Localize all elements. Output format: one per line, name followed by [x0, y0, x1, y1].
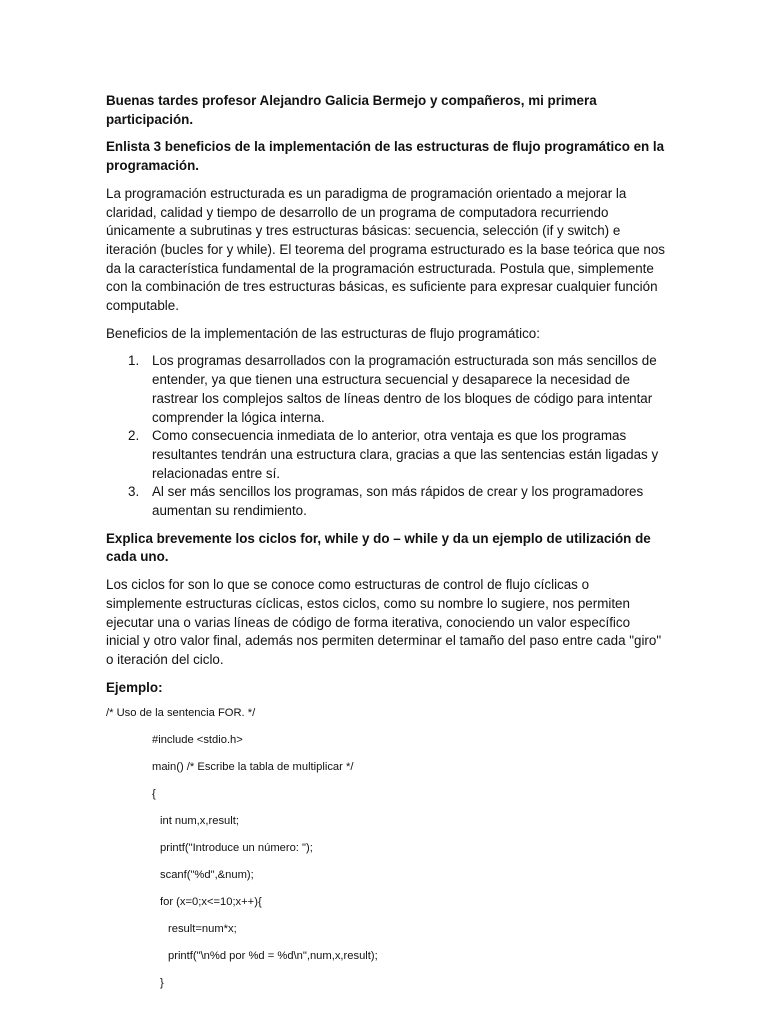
- document-body: [106, 92, 666, 990]
- list-item-text: Los programas desarrollados con la programación estructurada son más sencillos de entender, ya que tienen una estructura secuencial y desaparece la necesidad de rastrear los complejos saltos de líneas dentro de los bloques de código para intentar comprender la lógica interna.: [152, 353, 657, 425]
- question-1: Enlista 3 beneficios de la implementación de las estructuras de flujo programático en la programación.: [106, 139, 665, 174]
- list-item: [106, 483, 666, 520]
- code-line: scanf("%d",&num);: [160, 869, 254, 882]
- benefits-list: [106, 352, 666, 520]
- code-line: result=num*x;: [168, 923, 237, 936]
- list-item-number: 3.: [128, 484, 140, 500]
- code-line: for (x=0;x<=10;x++){: [160, 896, 262, 909]
- list-item: [106, 427, 666, 483]
- code-example: [106, 706, 666, 990]
- code-line: printf("Introduce un número: ");: [160, 842, 313, 855]
- list-item: [106, 352, 666, 427]
- code-line: printf("\n%d por %d = %d\n",num,x,result);: [168, 950, 378, 963]
- example-label: Ejemplo:: [106, 679, 163, 695]
- list-item-number: 1.: [128, 353, 140, 369]
- list-item-number: 2.: [128, 428, 140, 444]
- code-line: }: [160, 977, 164, 990]
- greeting: Buenas tardes profesor Alejandro Galicia Bermejo y compañeros, mi primera participación.: [106, 93, 597, 127]
- code-line: /* Uso de la sentencia FOR. */: [106, 707, 256, 720]
- question-2: Explica brevemente los ciclos for, while y do – while y da un ejemplo de utilización de cada uno.: [106, 530, 651, 565]
- benefits-heading: Beneficios de la implementación de las estructuras de flujo programático:: [106, 325, 540, 341]
- paragraph-for-loops: Los ciclos for son lo que se conoce como estructuras de control de flujo cíclicas o simplemente estructuras cíclicas, estos ciclos, como su nombre lo sugiere, nos permiten ejecutar una o varias líneas de código de forma iterativa, conociendo un valor específico inicial y otro valor final, además nos permiten determinar el tamaño del paso entre cada "giro" o iteración del ciclo.: [106, 577, 662, 667]
- code-line: {: [152, 788, 156, 801]
- code-line: main() /* Escribe la tabla de multiplicar */: [152, 761, 354, 774]
- paragraph-structured-programming: La programación estructurada es un paradigma de programación orientado a mejorar la claridad, calidad y tiempo de desarrollo de un programa de computadora recurriendo únicamente a subrutinas y tres estructuras básicas: secuencia, selección (if y switch) e iteración (bucles for y while). El teorema del programa estructurado es la base teórica que nos da la característica fundamental de la programación estructurada. Postula que, simplemente con la combinación de tres estructuras básicas, es suficiente para expresar cualquier función computable.: [106, 185, 665, 314]
- code-line: #include <stdio.h>: [152, 734, 243, 747]
- code-line: int num,x,result;: [160, 815, 239, 828]
- list-item-text: Al ser más sencillos los programas, son más rápidos de crear y los programadores aumentan su rendimiento.: [152, 484, 644, 519]
- list-item-text: Como consecuencia inmediata de lo anterior, otra ventaja es que los programas resultantes tendrán una estructura clara, gracias a que las sentencias están ligadas y relacionadas entre sí.: [152, 428, 659, 481]
